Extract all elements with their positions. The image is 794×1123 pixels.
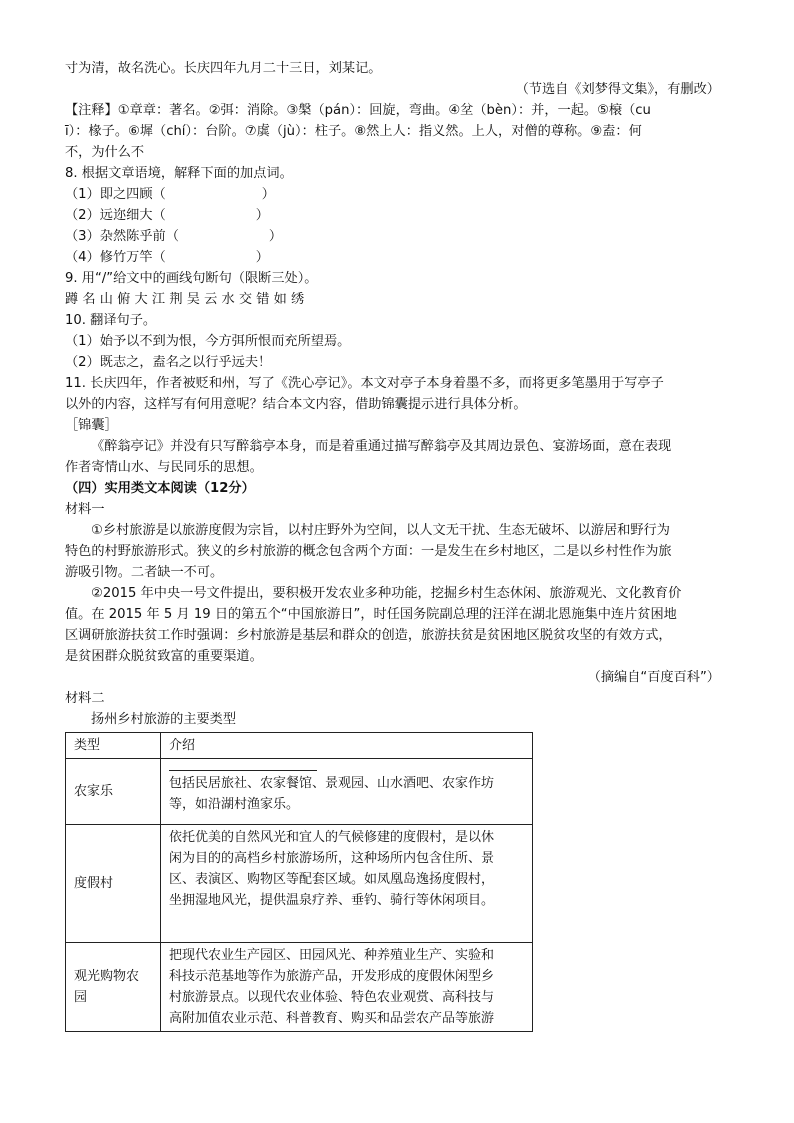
q10-item-1: （1）始予以不到为恨，今方弭所恨而充所望焉。 [65, 334, 351, 349]
q10-item-2: （2）既志之，盍名之以行乎远夫！ [65, 355, 272, 370]
m1-p2-line-3: 区调研旅游扶贫工作时强调：乡村旅游是基层和群众的创造，旅游扶贫是贫困地区脱贫攻坚的有效方式， [65, 628, 672, 643]
table-header-intro: 介绍 [161, 733, 533, 759]
q9-sentence: 蹲名山俯大江荆吴云水交错如绣 [65, 292, 309, 307]
q11-tip-line-2: 作者寄情山水、与民同乐的思想。 [65, 460, 263, 475]
passage-tail: 寸为清，故名洗心。长庆四年九月二十三日，刘某记。 [65, 61, 382, 76]
table-header-row [66, 733, 533, 759]
q8-item-2: （2）远迩细大（ ） [65, 208, 269, 223]
notes-line-3: 不，为什么不 [65, 145, 145, 160]
tourism-types-table [65, 732, 533, 1032]
source-note: （节选自《刘梦得文集》，有删改） [515, 82, 720, 97]
underline-mark [169, 770, 317, 771]
table-title: 扬州乡村旅游的主要类型 [91, 712, 237, 727]
q11-tip-line-1: 《醉翁亭记》并没有只写醉翁亭本身，而是着重通过描写醉翁亭及其周边景色、宴游场面，意在表现 [91, 439, 672, 454]
notes-label: 【注释】 [65, 103, 118, 118]
table-row [66, 759, 533, 825]
notes-line-2: ī）：椽子。⑥墀（chí）：台阶。⑦虡（jù）：柱子。⑧然上人：指义然。上人，对僧的尊称。⑨盍：何 [65, 124, 642, 139]
m1-p1-line-3: 游吸引物。二者缺一不可。 [65, 565, 224, 580]
m1-p1-line-2: 特色的村野旅游形式。狭义的乡村旅游的概念包含两个方面：一是发生在乡村地区，二是以乡村性作为旅 [65, 544, 672, 559]
table-header-type: 类型 [66, 733, 161, 759]
q11-tip-label: ［锦囊］ [65, 418, 118, 433]
row-type: 观光购物农 园 [66, 943, 161, 1032]
document-page [65, 58, 720, 1032]
m1-p2-line-1: ②2015 年中央一号文件提出，要积极开发农业多种功能，挖掘乡村生态休闲、旅游观光、文化教育价 [91, 586, 682, 601]
row-desc: 依托优美的自然风光和宜人的气候修建的度假村，是以休 闲为目的的高档乡村旅游场所，这种场所内包含住所、景 区、表演区、购物区等配套区域。如凤凰岛逸扬度假村， 坐拥湿地风光，提供温泉疗养、垂钓、骑行等休闲项目。 [161, 825, 533, 943]
m1-source: （摘编自“百度百科”） [587, 670, 720, 685]
q10-stem: 10. 翻译句子。 [65, 313, 157, 328]
row-type: 农家乐 [66, 759, 161, 825]
q8-item-1: （1）即之四顾（ ） [65, 187, 275, 202]
q8-stem: 8. 根据文章语境，解释下面的加点词。 [65, 166, 293, 181]
q8-item-3: （3）杂然陈乎前（ ） [65, 229, 283, 244]
material2-label: 材料二 [65, 691, 105, 706]
row-desc: 把现代农业生产园区、田园风光、种养殖业生产、实验和 科技示范基地等作为旅游产品，开发形成的度假休闲型乡 村旅游景点。以现代农业体验、特色农业观赏、高科技与 高附加值农业示范、科普教育、购买和品尝农产品等旅游 [161, 943, 533, 1032]
section-heading: （四）实用类文本阅读（12分） [65, 481, 255, 496]
notes-line-1: 【注释】①章章：著名。②弭：消除。③槃（pán）：回旋，弯曲。④坌（bèn）：并，一起。⑤榱（cu [65, 103, 651, 118]
q8-item-4: （4）修竹万竿（ ） [65, 250, 269, 265]
m1-p1-line-1: ①乡村旅游是以旅游度假为宗旨，以村庄野外为空间，以人文无干扰、生态无破坏、以游居和野行为 [91, 523, 670, 538]
table-row [66, 825, 533, 943]
q11-line-2: 以外的内容，这样写有何用意呢？结合本文内容，借助锦囊提示进行具体分析。 [65, 397, 527, 412]
row-type: 度假村 [66, 825, 161, 943]
row-desc: 包括民居旅社、农家餐馆、景观园、山水酒吧、农家作坊 等，如沿湖村渔家乐。 [161, 759, 533, 825]
q11-line-1: 11. 长庆四年，作者被贬和州，写了《洗心亭记》。本文对亭子本身着墨不多，而将更多笔墨用于写亭子 [65, 376, 664, 391]
q9-stem: 9. 用“/”给文中的画线句断句（限断三处）。 [65, 271, 318, 286]
m1-p2-line-4: 是贫困群众脱贫致富的重要渠道。 [65, 649, 263, 664]
table-row [66, 943, 533, 1032]
material1-label: 材料一 [65, 502, 105, 517]
m1-p2-line-2: 值。在 2015 年 5 月 19 日的第五个“中国旅游日”，时任国务院副总理的汪洋在湖北恩施集中连片贫困地 [65, 607, 677, 622]
